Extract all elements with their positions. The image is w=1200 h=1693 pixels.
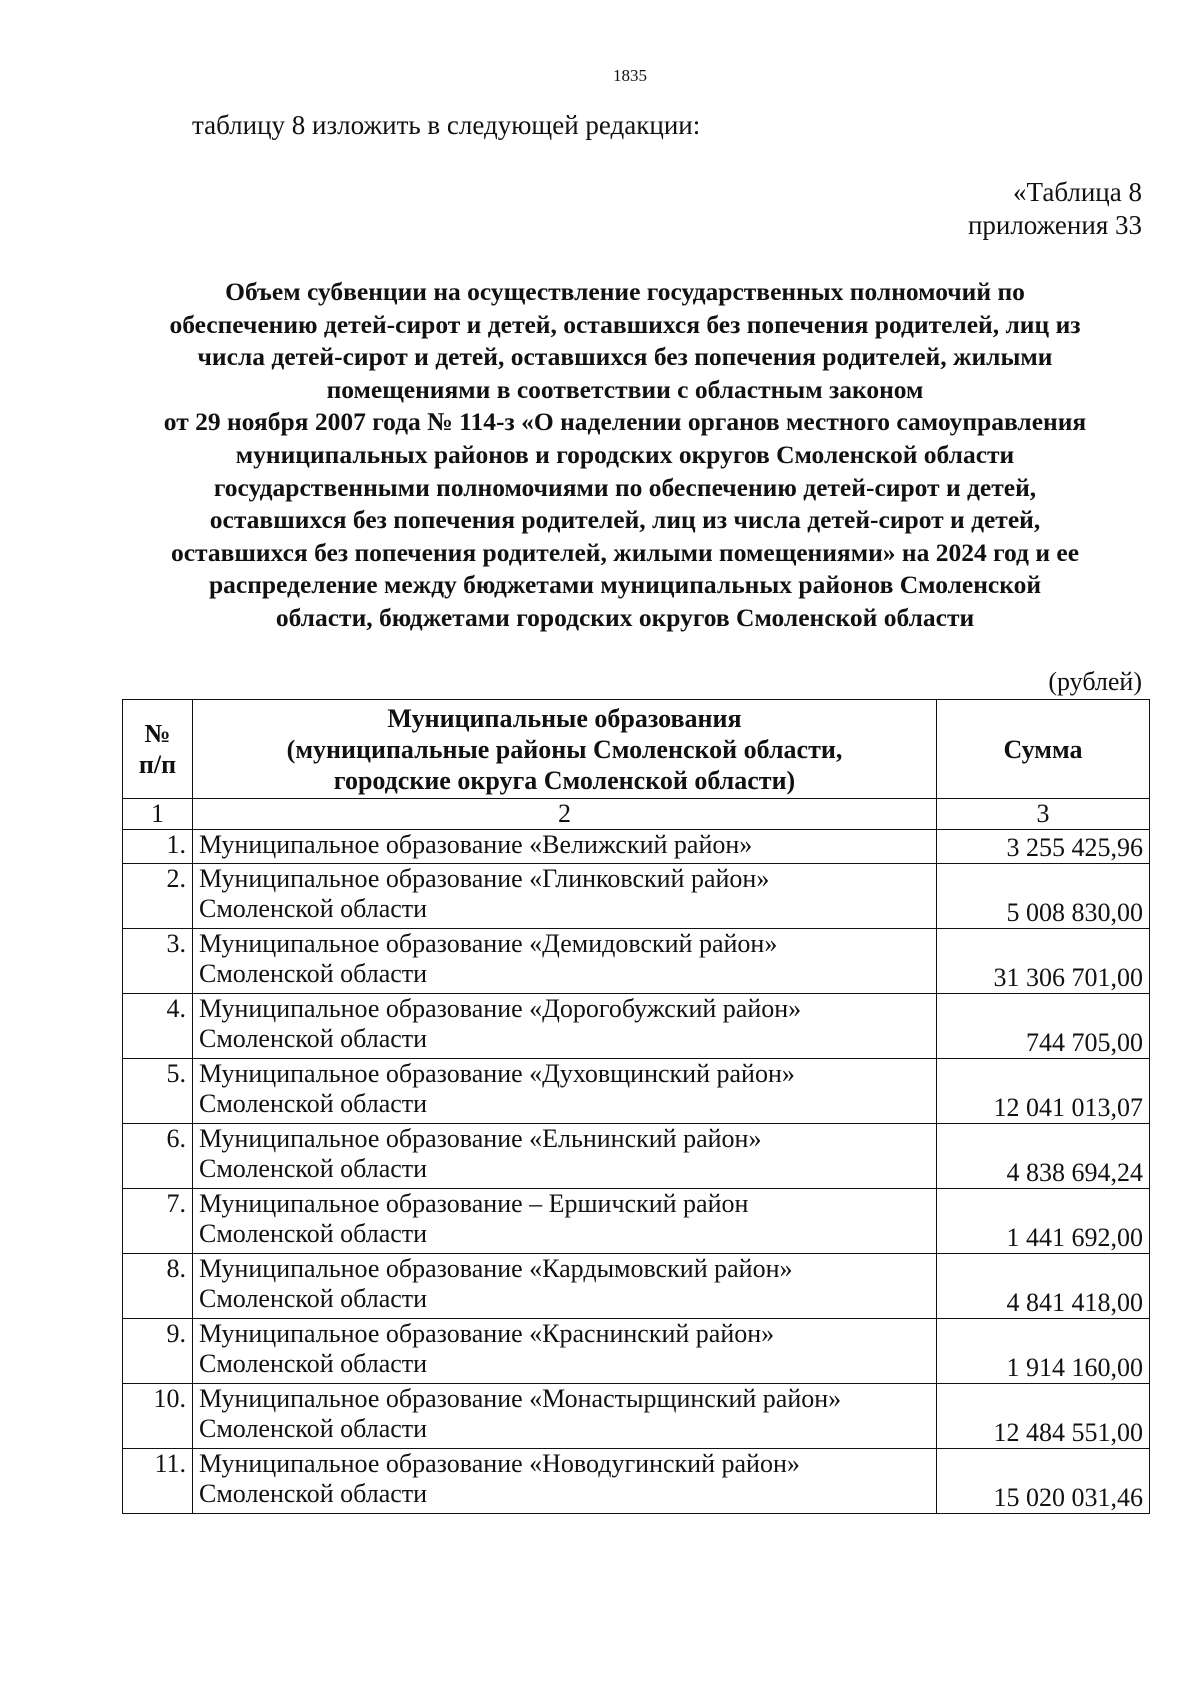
row-municipality [193,1449,937,1514]
page-number: 1835 [613,66,647,85]
header-municipality-line: Муниципальные образования [387,703,742,733]
row-number: 6. [123,1124,193,1189]
table-header-row [123,700,1150,799]
header-number-line: п/п [138,750,177,779]
row-municipality [193,929,937,994]
row-number: 1. [123,830,193,864]
municipality-name-line: Муниципальное образование «Ельнинский район» [199,1124,762,1153]
municipality-name-line: Смоленской области [199,1479,428,1508]
row-number: 7. [123,1189,193,1254]
row-municipality [193,1189,937,1254]
row-municipality [193,1384,937,1449]
column-index-row [123,799,1150,830]
municipality-name-line: Муниципальное образование «Новодугинский район» [199,1449,800,1478]
column-index: 3 [937,799,1150,830]
row-sum: 1 914 160,00 [937,1319,1150,1384]
table-row [123,994,1150,1059]
municipality-name-line: Муниципальное образование «Краснинский район» [199,1319,775,1348]
row-sum: 15 020 031,46 [937,1449,1150,1514]
row-number: 4. [123,994,193,1059]
municipality-name-line: Муниципальное образование «Монастырщинский район» [199,1384,842,1413]
municipality-name-line: Смоленской области [199,1349,428,1378]
row-number: 9. [123,1319,193,1384]
title-line: муниципальных районов и городских округов Смоленской области [235,439,1015,469]
table-row [123,864,1150,929]
table-reference-line: приложения 33 [967,210,1142,240]
intro-text: таблицу 8 изложить в следующей редакции: [192,110,701,140]
municipality-name-line: Муниципальное образование – Ершичский район [199,1189,749,1218]
header-municipality-line: (муниципальные районы Смоленской области, [286,734,843,764]
row-sum: 1 441 692,00 [937,1189,1150,1254]
municipality-name-line: Муниципальное образование «Демидовский район» [199,929,778,958]
row-sum: 744 705,00 [937,994,1150,1059]
table-row [123,1124,1150,1189]
row-sum: 12 484 551,00 [937,1384,1150,1449]
table-row [123,1384,1150,1449]
header-number-line: № [144,719,171,748]
table-row [123,1319,1150,1384]
header-municipality-line: городские округа Смоленской области) [333,765,796,795]
table-row [123,1449,1150,1514]
row-municipality [193,864,937,929]
title-line: оставшихся без попечения родителей, жилыми помещениями» на 2024 год и ее [170,537,1080,567]
title-line: области, бюджетами городских округов Смоленской области [275,602,975,632]
row-municipality [193,1254,937,1319]
title-line: распределение между бюджетами муниципальных районов Смоленской [208,570,1042,600]
municipality-name-line: Смоленской области [199,1414,428,1443]
municipality-name-line: Муниципальное образование «Дорогобужский район» [199,994,802,1023]
municipality-name-line: Смоленской области [199,1284,428,1313]
municipality-name-line: Муниципальное образование «Велижский район» [199,830,753,859]
municipality-name-line: Смоленской области [199,959,428,988]
table-reference [968,176,1142,242]
municipality-name-line: Муниципальное образование «Духовщинский район» [199,1059,795,1088]
header-municipality [193,700,937,799]
municipality-name-line: Смоленской области [199,1219,428,1248]
row-municipality [193,830,937,864]
title-line: оставшихся без попечения родителей, лиц из числа детей-сирот и детей, [209,505,1041,535]
row-number: 10. [123,1384,193,1449]
municipality-name-line: Смоленской области [199,1024,428,1053]
municipality-name-line: Смоленской области [199,1089,428,1118]
municipality-name-line: Муниципальное образование «Кардымовский район» [199,1254,793,1283]
header-sum: Сумма [937,700,1150,799]
column-index: 1 [123,799,193,830]
row-sum: 4 838 694,24 [937,1124,1150,1189]
row-municipality [193,1319,937,1384]
table-reference-line: «Таблица 8 [1013,177,1142,207]
units-label: (рублей) [1048,667,1142,696]
row-municipality [193,1124,937,1189]
title-line: от 29 ноября 2007 года № 114-з «О наделении органов местного самоуправления [163,407,1087,437]
row-sum: 4 841 418,00 [937,1254,1150,1319]
row-municipality [193,994,937,1059]
subvention-table [122,699,1150,1514]
title-line: государственными полномочиями по обеспечению детей-сирот и детей, [213,472,1037,502]
header-number [123,700,193,799]
table-row [123,1059,1150,1124]
municipality-name-line: Смоленской области [199,894,428,923]
row-number: 3. [123,929,193,994]
title-line: обеспечению детей-сирот и детей, оставшихся без попечения родителей, лиц из [169,309,1081,339]
table-row [123,830,1150,864]
row-sum: 3 255 425,96 [937,830,1150,864]
row-sum: 31 306 701,00 [937,929,1150,994]
document-title [110,276,1140,635]
title-line: помещениями в соответствии с областным законом [326,374,924,404]
row-number: 2. [123,864,193,929]
table-row [123,1189,1150,1254]
title-line: числа детей-сирот и детей, оставшихся без попечения родителей, жилыми [197,342,1053,372]
row-number: 8. [123,1254,193,1319]
title-line: Объем субвенции на осуществление государственных полномочий по [225,277,1025,306]
row-municipality [193,1059,937,1124]
row-sum: 5 008 830,00 [937,864,1150,929]
column-index: 2 [193,799,937,830]
row-sum: 12 041 013,07 [937,1059,1150,1124]
table-row [123,1254,1150,1319]
municipality-name-line: Муниципальное образование «Глинковский район» [199,864,770,893]
municipality-name-line: Смоленской области [199,1154,428,1183]
table-row [123,929,1150,994]
row-number: 11. [123,1449,193,1514]
row-number: 5. [123,1059,193,1124]
